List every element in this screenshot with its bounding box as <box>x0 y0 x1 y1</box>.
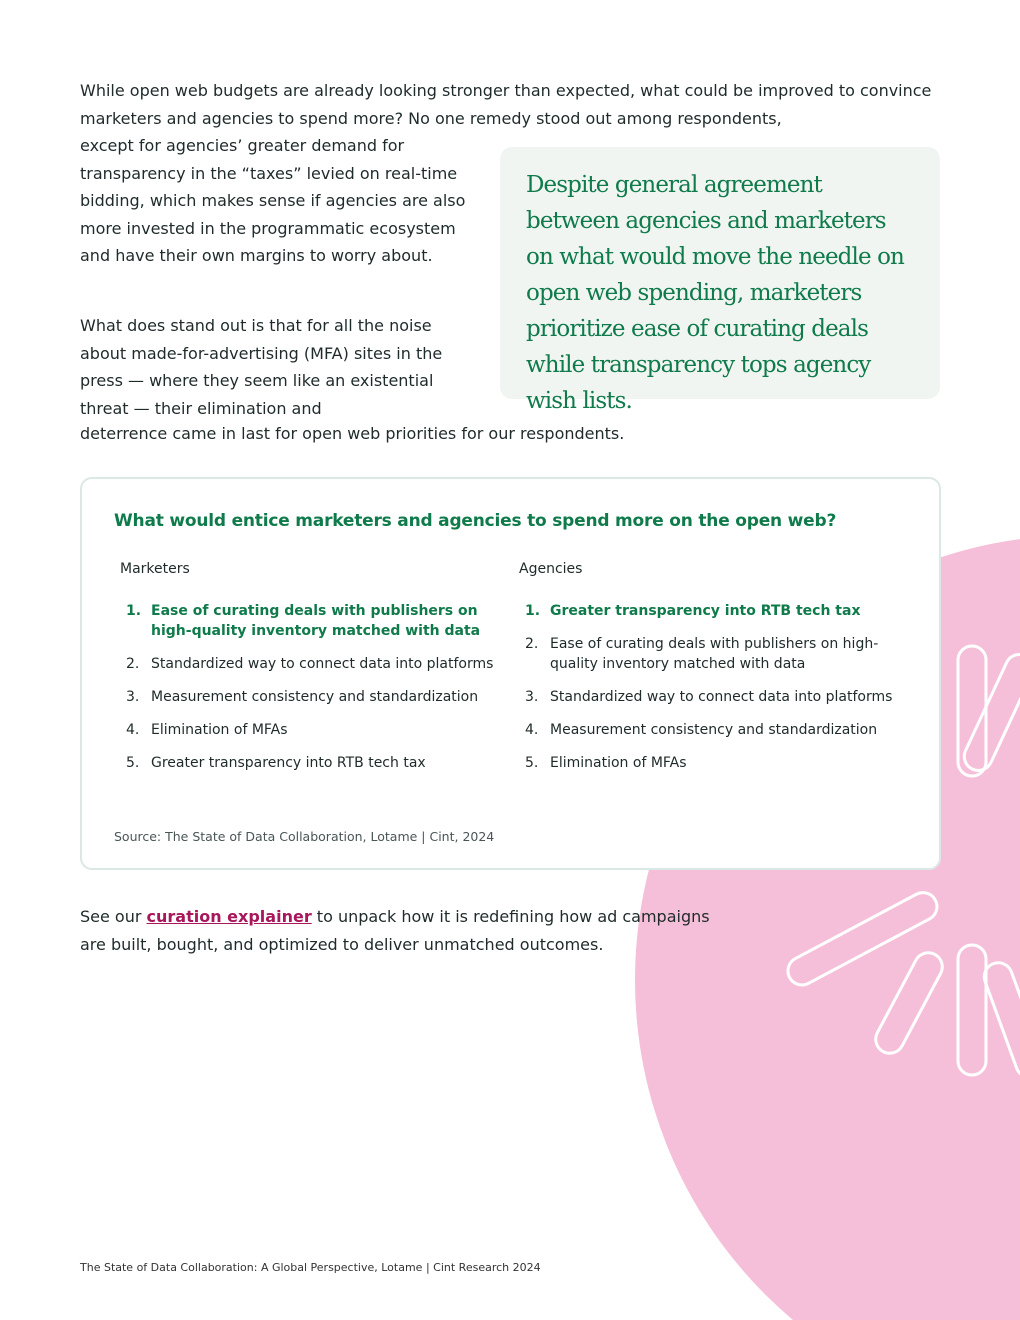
item-number: 4. <box>525 722 539 738</box>
curation-explainer-link[interactable]: curation explainer <box>146 907 312 926</box>
item-text: Measurement consistency and standardization <box>151 689 479 705</box>
item-number: 3. <box>126 689 140 705</box>
item-text: Standardized way to connect data into platforms <box>550 689 893 705</box>
item-number: 3. <box>525 689 539 705</box>
rankings-title: What would entice marketers and agencies to spend more on the open web? <box>114 511 837 531</box>
agencies-list <box>525 601 895 786</box>
list-item <box>126 654 496 674</box>
intro-paragraph: While open web budgets are already looking stronger than expected, what could be improved to convince marketers and agencies to spend more? No one remedy stood out among respondents, <box>80 81 932 128</box>
item-number: 4. <box>126 722 140 738</box>
list-item <box>126 601 496 641</box>
list-item <box>525 634 895 674</box>
marketers-heading: Marketers <box>120 561 190 577</box>
mfa-paragraph-continued: deterrence came in last for open web priorities for our respondents. <box>80 424 625 443</box>
item-number: 1. <box>525 603 541 619</box>
pull-quote-box <box>500 147 940 414</box>
list-item <box>126 753 496 773</box>
closing-suffix: to unpack how it is redefining how ad campaigns are built, bought, and optimized to deliver unmatched outcomes. <box>80 907 710 954</box>
rankings-card <box>80 477 941 870</box>
item-text: Greater transparency into RTB tech tax <box>550 603 861 619</box>
source-note: Source: The State of Data Collaboration, Lotame | Cint, 2024 <box>114 829 495 844</box>
marketers-list <box>126 601 496 786</box>
item-text: Ease of curating deals with publishers on high-quality inventory matched with data <box>550 636 879 672</box>
list-item <box>525 720 895 740</box>
intro-paragraph-continued: except for agencies’ greater demand for transparency in the “taxes” levied on real-time bidding, which makes sense if agencies are also more invested in the programmatic ecosystem and have their own margins to worry about. <box>80 136 466 265</box>
list-item <box>126 720 496 740</box>
closing-paragraph <box>80 903 740 958</box>
item-text: Elimination of MFAs <box>151 722 288 738</box>
item-number: 2. <box>126 656 140 672</box>
mfa-paragraph: What does stand out is that for all the noise about made-for-advertising (MFA) sites in the press — where they seem like an existential threat — their elimination and <box>80 316 443 418</box>
agencies-heading: Agencies <box>519 561 583 577</box>
item-text: Measurement consistency and standardization <box>550 722 878 738</box>
list-item <box>126 687 496 707</box>
item-number: 5. <box>525 755 539 771</box>
closing-prefix: See our <box>80 907 147 926</box>
page-footer: The State of Data Collaboration: A Global Perspective, Lotame | Cint Research 2024 <box>80 1261 541 1274</box>
item-text: Ease of curating deals with publishers on high-quality inventory matched with data <box>151 603 481 639</box>
item-number: 5. <box>126 755 140 771</box>
list-item <box>525 601 895 621</box>
item-text: Greater transparency into RTB tech tax <box>151 755 426 771</box>
item-text: Elimination of MFAs <box>550 755 687 771</box>
list-item <box>525 753 895 773</box>
item-number: 2. <box>525 636 539 652</box>
pull-quote-text: Despite general agreement between agencies and marketers on what would move the needle on open web spending, marketers prioritize ease of curating deals while transparency tops agency wish lists. <box>526 172 904 414</box>
item-number: 1. <box>126 603 142 619</box>
list-item <box>525 687 895 707</box>
item-text: Standardized way to connect data into platforms <box>151 656 494 672</box>
